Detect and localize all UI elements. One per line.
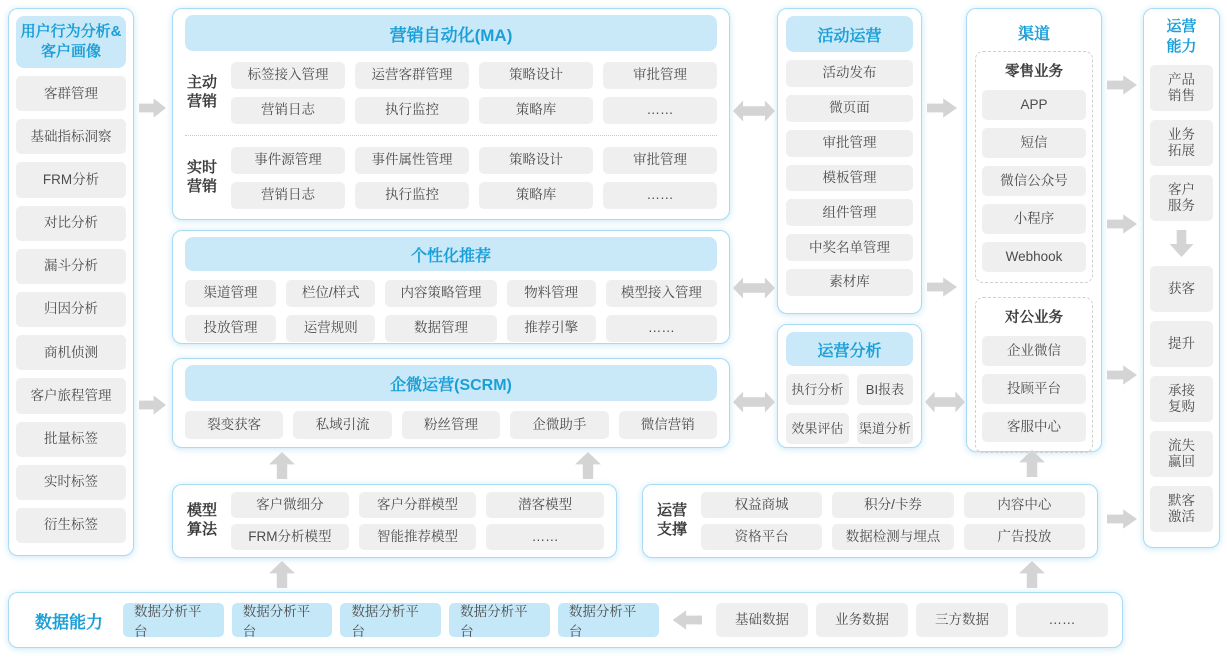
support-box: 权益商城 <box>701 492 822 518</box>
analysis-module-box: 效果评估 <box>786 413 849 444</box>
activity-module-list <box>786 60 913 296</box>
channel-box: 投顾平台 <box>982 374 1086 404</box>
data-platform-box: 数据分析平台 <box>558 603 659 637</box>
data-platform-box: 数据分析平台 <box>232 603 333 637</box>
arrow-support-to-channel-icon <box>1019 450 1045 477</box>
channel-box: 短信 <box>982 128 1086 158</box>
operation-support-grid <box>701 492 1085 550</box>
ma-module-box: 标签接入管理 <box>231 62 345 89</box>
model-box: 智能推荐模型 <box>359 524 477 550</box>
sidebar-module-box: 基础指标洞察 <box>16 119 126 154</box>
channel-retail-list <box>982 90 1086 272</box>
recommendation-module-box: 模型接入管理 <box>606 280 717 307</box>
capability-box: 流失赢回 <box>1150 431 1213 477</box>
recommendation-title: 个性化推荐 <box>185 237 717 271</box>
capability-box: 获客 <box>1150 266 1213 312</box>
channel-box: 客服中心 <box>982 412 1086 442</box>
capability-box: 产品销售 <box>1150 65 1213 111</box>
activity-module-box: 组件管理 <box>786 199 913 226</box>
arrow-reco-activity-both-icon <box>733 276 775 300</box>
ma-module-box: …… <box>603 182 717 209</box>
recommendation-module-box: 数据管理 <box>385 315 496 342</box>
ma-module-box: 营销日志 <box>231 97 345 124</box>
model-box: 客户微细分 <box>231 492 349 518</box>
model-algorithm-grid <box>231 492 604 550</box>
sidebar-module-list <box>16 76 126 543</box>
activity-module-box: 活动发布 <box>786 60 913 87</box>
support-box: 数据检测与埋点 <box>832 524 953 550</box>
ma-module-box: 审批管理 <box>603 147 717 174</box>
capability-box: 默客激活 <box>1150 486 1213 532</box>
channel-corporate-label: 对公业务 <box>1005 310 1063 326</box>
ma-module-box: 执行监控 <box>355 97 469 124</box>
ma-realtime-marketing-label: 实时营销 <box>186 159 217 195</box>
data-source-box: 基础数据 <box>716 603 808 637</box>
recommendation-module-box: 物料管理 <box>507 280 596 307</box>
channel-title: 渠道 <box>1017 25 1050 43</box>
capability-box: 业务拓展 <box>1150 120 1213 166</box>
analysis-module-box: BI报表 <box>857 374 913 405</box>
capability-lower-list <box>1150 266 1213 532</box>
arrow-data-to-model-icon <box>269 561 295 588</box>
model-algorithm-panel <box>172 484 617 558</box>
operation-support-label: 运营支撑 <box>656 502 687 538</box>
arrow-sidebar-to-scrm-icon <box>139 394 166 416</box>
activity-module-box: 中奖名单管理 <box>786 234 913 261</box>
data-platform-box: 数据分析平台 <box>449 603 550 637</box>
channel-box: 小程序 <box>982 204 1086 234</box>
ma-title: 营销自动化(MA) <box>185 15 717 51</box>
ma-module-box: 审批管理 <box>603 62 717 89</box>
recommendation-panel <box>172 230 730 344</box>
channel-box: 企业微信 <box>982 336 1086 366</box>
sidebar-module-box: 客户旅程管理 <box>16 378 126 413</box>
arrow-channel-to-capability3-icon <box>1107 364 1137 386</box>
data-source-list <box>716 603 1108 637</box>
ma-module-box: 策略库 <box>479 97 593 124</box>
support-box: 资格平台 <box>701 524 822 550</box>
arrow-support-to-capability-icon <box>1107 508 1137 530</box>
scrm-module-box: 企微助手 <box>510 411 608 439</box>
marketing-automation-panel <box>172 8 730 220</box>
activity-module-box: 素材库 <box>786 269 913 296</box>
activity-operation-panel <box>777 8 922 314</box>
recommendation-module-box: 推荐引擎 <box>507 315 596 342</box>
operation-support-panel <box>642 484 1098 558</box>
user-behavior-panel <box>8 8 134 556</box>
model-box: …… <box>486 524 604 550</box>
model-box: FRM分析模型 <box>231 524 349 550</box>
channel-retail-label: 零售业务 <box>1005 64 1063 80</box>
arrow-ma-activity-both-icon <box>733 99 775 123</box>
data-capability-title: 数据能力 <box>35 612 103 632</box>
capability-upper-list <box>1150 65 1213 221</box>
arrow-sidebar-to-ma-icon <box>139 97 166 119</box>
scrm-title: 企微运营(SCRM) <box>185 365 717 401</box>
ma-module-box: 策略库 <box>479 182 593 209</box>
sidebar-module-box: 归因分析 <box>16 292 126 327</box>
support-box: 广告投放 <box>964 524 1085 550</box>
scrm-module-box: 私域引流 <box>293 411 391 439</box>
sidebar-module-box: 客群管理 <box>16 76 126 111</box>
sidebar-module-box: 衍生标签 <box>16 508 126 543</box>
model-box: 客户分群模型 <box>359 492 477 518</box>
support-box: 内容中心 <box>964 492 1085 518</box>
ma-active-module-grid <box>231 62 717 124</box>
arrow-analysis-channel-both-icon <box>925 390 965 414</box>
scrm-module-box: 裂变获客 <box>185 411 283 439</box>
channel-panel <box>966 8 1102 452</box>
support-box: 积分/卡券 <box>832 492 953 518</box>
recommendation-module-box: 渠道管理 <box>185 280 276 307</box>
data-source-box: 业务数据 <box>816 603 908 637</box>
data-platform-box: 数据分析平台 <box>123 603 224 637</box>
sidebar-module-box: 商机侦测 <box>16 335 126 370</box>
model-algorithm-label: 模型算法 <box>186 502 217 538</box>
analysis-title: 运营分析 <box>786 332 913 366</box>
recommendation-module-grid <box>185 280 717 342</box>
left-arrow-icon <box>673 609 702 631</box>
channel-box: 微信公众号 <box>982 166 1086 196</box>
activity-module-box: 模板管理 <box>786 165 913 192</box>
channel-box: APP <box>982 90 1086 120</box>
data-source-box: 三方数据 <box>916 603 1008 637</box>
ma-active-marketing-group <box>185 62 717 124</box>
arrow-scrm-analysis-both-icon <box>733 390 775 414</box>
capability-title: 运营能力 <box>1166 18 1197 55</box>
ma-module-box: 策略设计 <box>479 62 593 89</box>
ma-realtime-module-grid <box>231 147 717 209</box>
activity-title: 活动运营 <box>786 16 913 52</box>
ma-module-box: 营销日志 <box>231 182 345 209</box>
recommendation-module-box: 运营规则 <box>286 315 375 342</box>
arrow-model-to-scrm-left-icon <box>269 452 295 479</box>
user-behavior-title: 用户行为分析&客户画像 <box>16 16 126 68</box>
recommendation-module-box: 内容策略管理 <box>385 280 496 307</box>
arrow-channel-to-capability1-icon <box>1107 74 1137 96</box>
ma-module-box: …… <box>603 97 717 124</box>
analysis-module-grid <box>786 374 913 444</box>
capability-box: 客户服务 <box>1150 175 1213 221</box>
channel-corporate-list <box>982 336 1086 442</box>
data-source-box: …… <box>1016 603 1108 637</box>
sidebar-module-box: 批量标签 <box>16 422 126 457</box>
recommendation-module-box: 投放管理 <box>185 315 276 342</box>
data-capability-bar <box>8 592 1123 648</box>
sidebar-module-box: FRM分析 <box>16 162 126 197</box>
scrm-module-box: 粉丝管理 <box>402 411 500 439</box>
capability-box: 承接复购 <box>1150 376 1213 422</box>
activity-module-box: 微页面 <box>786 95 913 122</box>
channel-corporate-group <box>975 297 1093 453</box>
model-box: 潜客模型 <box>486 492 604 518</box>
activity-module-box: 审批管理 <box>786 130 913 157</box>
scrm-module-grid <box>185 411 717 439</box>
analysis-module-box: 执行分析 <box>786 374 849 405</box>
down-arrow-icon <box>1170 230 1194 257</box>
channel-retail-group <box>975 51 1093 283</box>
arrow-activity-to-channel-icon <box>927 97 957 119</box>
ma-active-marketing-label: 主动营销 <box>186 74 217 110</box>
operation-capability-panel <box>1143 8 1220 548</box>
ma-module-box: 事件源管理 <box>231 147 345 174</box>
sidebar-module-box: 对比分析 <box>16 206 126 241</box>
ma-realtime-marketing-group <box>185 135 717 209</box>
sidebar-module-box: 漏斗分析 <box>16 249 126 284</box>
ma-module-box: 运营客群管理 <box>355 62 469 89</box>
sidebar-module-box: 实时标签 <box>16 465 126 500</box>
scrm-module-box: 微信营销 <box>619 411 717 439</box>
arrow-model-to-scrm-right-icon <box>575 452 601 479</box>
data-platform-box: 数据分析平台 <box>340 603 441 637</box>
ma-module-box: 策略设计 <box>479 147 593 174</box>
recommendation-module-box: …… <box>606 315 717 342</box>
capability-box: 提升 <box>1150 321 1213 367</box>
channel-box: Webhook <box>982 242 1086 272</box>
data-platform-list <box>123 603 659 637</box>
ma-module-box: 执行监控 <box>355 182 469 209</box>
arrow-activity-to-channel2-icon <box>927 276 957 298</box>
arrow-channel-to-capability2-icon <box>1107 213 1137 235</box>
analysis-module-box: 渠道分析 <box>857 413 913 444</box>
operation-analysis-panel <box>777 324 922 448</box>
ma-module-box: 事件属性管理 <box>355 147 469 174</box>
arrow-data-to-support-icon <box>1019 561 1045 588</box>
recommendation-module-box: 栏位/样式 <box>286 280 375 307</box>
scrm-panel <box>172 358 730 448</box>
